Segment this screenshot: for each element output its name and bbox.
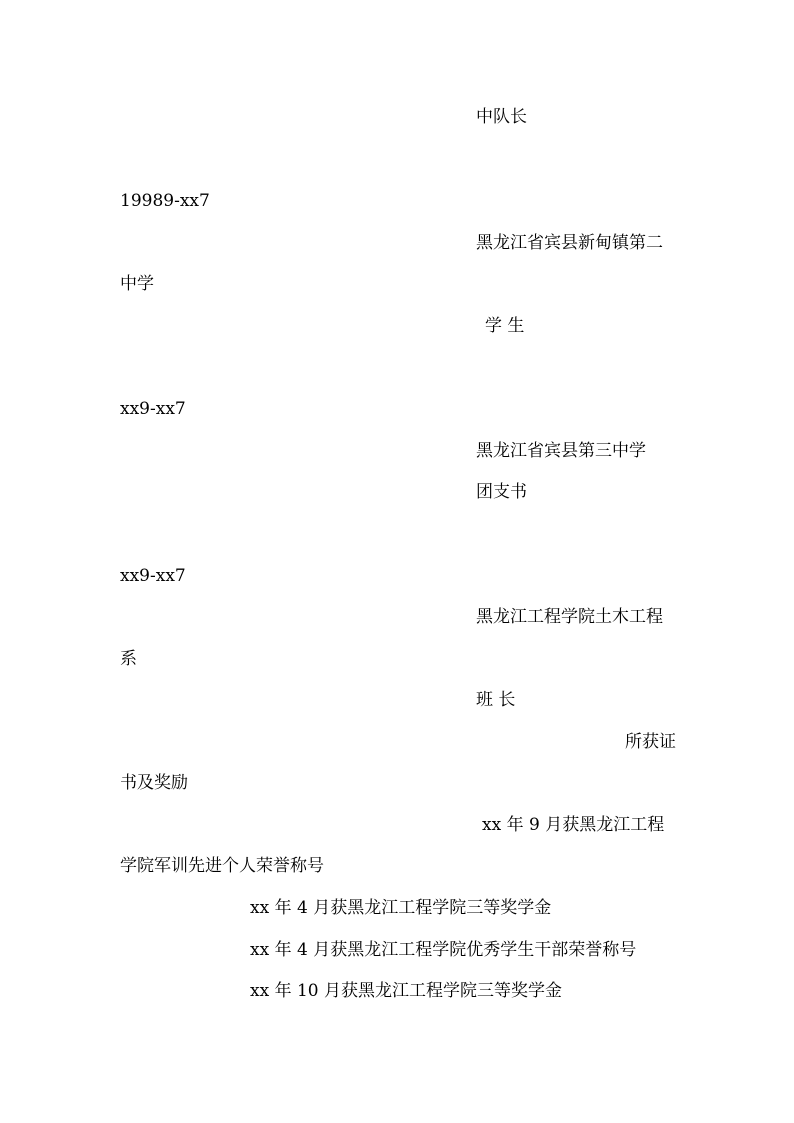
award-item-1: xx 年 9 月获黑龙江工程 <box>482 815 665 835</box>
position-squadron-leader: 中队长 <box>476 107 527 127</box>
position-league-secretary: 团支书 <box>476 482 527 502</box>
award-item-2: xx 年 4 月获黑龙江工程学院三等奖学金 <box>250 898 552 918</box>
school-name-3: 黑龙江工程学院土木工程 <box>476 607 663 627</box>
section-heading-awards: 所获证 <box>625 732 676 752</box>
school-name-1: 黑龙江省宾县新甸镇第二 <box>476 233 663 253</box>
award-item-4: xx 年 10 月获黑龙江工程学院三等奖学金 <box>250 981 563 1001</box>
section-heading-awards-cont: 书及奖励 <box>120 773 188 793</box>
position-class-monitor: 班 长 <box>476 690 516 710</box>
school-name-1-cont: 中学 <box>120 274 154 294</box>
award-item-1-cont: 学院军训先进个人荣誉称号 <box>120 856 324 876</box>
award-item-3: xx 年 4 月获黑龙江工程学院优秀学生干部荣誉称号 <box>250 940 637 960</box>
date-range-2: xx9-xx7 <box>120 399 186 419</box>
position-student: 学 生 <box>485 316 525 336</box>
school-name-2: 黑龙江省宾县第三中学 <box>476 441 646 461</box>
school-name-3-cont: 系 <box>120 649 137 669</box>
date-range-3: xx9-xx7 <box>120 566 186 586</box>
date-range-1: 19989-xx7 <box>120 191 210 211</box>
